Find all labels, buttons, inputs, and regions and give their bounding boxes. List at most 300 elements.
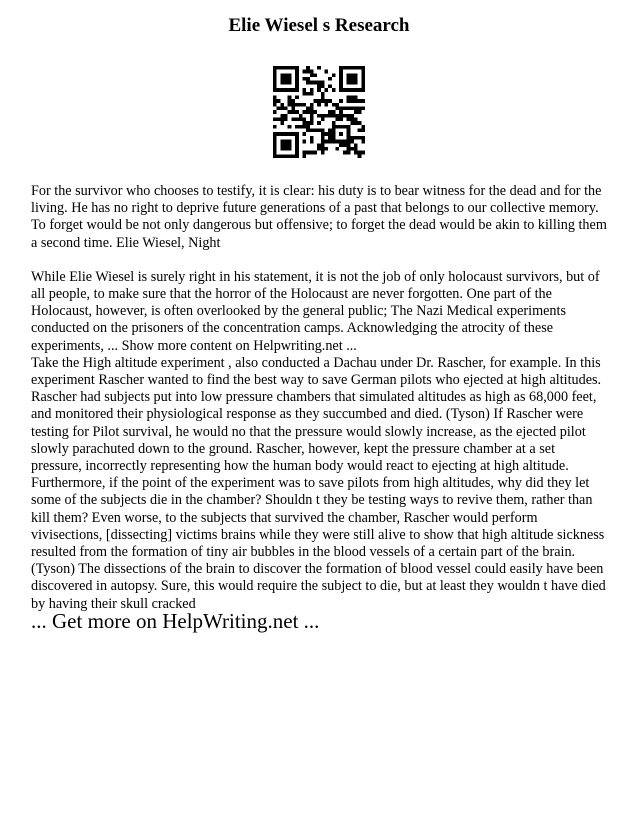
qr-module xyxy=(358,99,362,103)
qr-module xyxy=(273,154,277,158)
qr-module xyxy=(291,132,295,136)
qr-module xyxy=(284,143,288,147)
qr-module xyxy=(284,114,288,118)
qr-module xyxy=(317,81,321,85)
qr-module xyxy=(361,129,365,133)
qr-module xyxy=(284,77,288,81)
qr-module xyxy=(321,151,325,155)
qr-module xyxy=(361,66,365,70)
qr-module xyxy=(354,88,358,92)
qr-module xyxy=(325,132,329,136)
qr-module xyxy=(343,66,347,70)
qr-module xyxy=(273,143,277,147)
qr-module xyxy=(328,84,332,88)
qr-module xyxy=(361,151,365,155)
qr-module xyxy=(284,140,288,144)
qr-module xyxy=(339,143,343,147)
qr-module xyxy=(332,114,336,118)
qr-module xyxy=(354,73,358,77)
qr-module xyxy=(310,106,314,110)
qr-module xyxy=(325,114,329,118)
qr-module xyxy=(288,143,292,147)
qr-module xyxy=(299,114,303,118)
qr-module xyxy=(291,88,295,92)
qr-module xyxy=(306,66,310,70)
qr-module xyxy=(358,106,362,110)
qr-module xyxy=(302,77,306,81)
qr-module xyxy=(280,154,284,158)
qr-module xyxy=(321,99,325,103)
qr-module xyxy=(336,106,340,110)
qr-module xyxy=(277,88,281,92)
qr-module xyxy=(306,110,310,114)
qr-module xyxy=(339,70,343,74)
qr-module xyxy=(295,77,299,81)
qr-module xyxy=(295,143,299,147)
qr-module xyxy=(295,95,299,99)
qr-module xyxy=(295,132,299,136)
qr-module xyxy=(284,81,288,85)
qr-module xyxy=(350,73,354,77)
qr-module xyxy=(306,70,310,74)
qr-module xyxy=(332,129,336,133)
qr-module xyxy=(354,147,358,151)
qr-module xyxy=(354,136,358,140)
qr-module xyxy=(295,81,299,85)
qr-module xyxy=(321,132,325,136)
qr-module xyxy=(354,66,358,70)
get-more-link[interactable]: ... Get more on HelpWriting.net ... xyxy=(31,609,320,633)
qr-module xyxy=(306,121,310,125)
qr-module xyxy=(302,125,306,129)
qr-module xyxy=(273,125,277,129)
qr-module xyxy=(321,147,325,151)
qr-module xyxy=(280,121,284,125)
qr-module xyxy=(299,125,303,129)
qr-module xyxy=(347,143,351,147)
qr-module xyxy=(280,114,284,118)
qr-module xyxy=(291,66,295,70)
qr-module xyxy=(317,129,321,133)
qr-module xyxy=(284,88,288,92)
qr-module xyxy=(339,125,343,129)
qr-module xyxy=(339,132,343,136)
qr-module xyxy=(339,118,343,122)
qr-module xyxy=(343,151,347,155)
qr-module xyxy=(339,110,343,114)
qr-module xyxy=(291,106,295,110)
qr-module xyxy=(317,147,321,151)
qr-module xyxy=(302,151,306,155)
qr-module xyxy=(347,66,351,70)
paragraph-quote: For the survivor who chooses to testify, it is clear: his duty is to bear witness for the dead and for the living. He has no right to deprive future generations of a past that belongs to our collective memory. To forget would be not only dangerous but offensive; to forget the dead would be akin to killing them a second time. Elie Wiesel, Night xyxy=(31,183,607,251)
qr-module xyxy=(354,121,358,125)
qr-module xyxy=(284,73,288,77)
qr-module xyxy=(361,140,365,144)
qr-module xyxy=(295,84,299,88)
qr-module xyxy=(288,88,292,92)
qr-module xyxy=(325,99,329,103)
qr-module xyxy=(273,132,277,136)
qr-module xyxy=(336,118,340,122)
qr-module xyxy=(280,118,284,122)
qr-module xyxy=(354,143,358,147)
qr-module xyxy=(284,132,288,136)
qr-module xyxy=(295,110,299,114)
qr-module xyxy=(310,136,314,140)
qr-module xyxy=(332,121,336,125)
qr-module xyxy=(273,110,277,114)
qr-code-graphic xyxy=(273,66,365,158)
qr-module xyxy=(288,66,292,70)
qr-module xyxy=(325,147,329,151)
qr-module xyxy=(350,147,354,151)
qr-module xyxy=(336,140,340,144)
qr-module xyxy=(277,154,281,158)
qr-module xyxy=(343,125,347,129)
qr-module xyxy=(295,125,299,129)
qr-module xyxy=(336,114,340,118)
qr-module xyxy=(358,121,362,125)
qr-module xyxy=(306,77,310,81)
qr-module xyxy=(361,99,365,103)
qr-module xyxy=(361,77,365,81)
qr-module xyxy=(313,129,317,133)
qr-module xyxy=(347,136,351,140)
qr-module xyxy=(313,81,317,85)
qr-module xyxy=(354,99,358,103)
qr-module xyxy=(354,151,358,155)
qr-module xyxy=(347,151,351,155)
qr-module xyxy=(273,99,277,103)
qr-module xyxy=(347,129,351,133)
qr-module xyxy=(358,66,362,70)
qr-module xyxy=(288,132,292,136)
qr-module xyxy=(347,147,351,151)
qr-module xyxy=(295,70,299,74)
qr-module xyxy=(284,106,288,110)
qr-module xyxy=(288,140,292,144)
qr-module xyxy=(310,151,314,155)
qr-module xyxy=(313,73,317,77)
qr-module xyxy=(273,70,277,74)
qr-module xyxy=(280,143,284,147)
qr-module xyxy=(306,106,310,110)
qr-module xyxy=(321,140,325,144)
qr-module xyxy=(361,84,365,88)
qr-module xyxy=(280,147,284,151)
qr-module xyxy=(291,118,295,122)
qr-module xyxy=(273,118,277,122)
qr-module xyxy=(354,81,358,85)
qr-module xyxy=(302,110,306,114)
qr-module xyxy=(310,103,314,107)
qr-module xyxy=(291,154,295,158)
qr-module xyxy=(321,81,325,85)
qr-module xyxy=(273,81,277,85)
qr-module xyxy=(328,140,332,144)
qr-module xyxy=(321,95,325,99)
qr-module xyxy=(328,136,332,140)
qr-module xyxy=(339,140,343,144)
qr-module xyxy=(295,147,299,151)
qr-module xyxy=(339,81,343,85)
qr-module xyxy=(354,77,358,81)
qr-module xyxy=(299,118,303,122)
qr-module xyxy=(336,147,340,151)
qr-module xyxy=(313,110,317,114)
qr-module xyxy=(332,136,336,140)
qr-module xyxy=(347,73,351,77)
qr-module xyxy=(277,118,281,122)
qr-module xyxy=(350,81,354,85)
qr-module xyxy=(302,140,306,144)
qr-module xyxy=(310,110,314,114)
qr-module xyxy=(302,103,306,107)
qr-module xyxy=(343,143,347,147)
qr-module xyxy=(336,125,340,129)
qr-module xyxy=(306,151,310,155)
qr-module xyxy=(280,66,284,70)
qr-module xyxy=(310,92,314,96)
qr-module xyxy=(358,151,362,155)
qr-module xyxy=(310,81,314,85)
qr-module xyxy=(302,70,306,74)
qr-module xyxy=(317,121,321,125)
qr-module xyxy=(332,73,336,77)
qr-module xyxy=(350,118,354,122)
qr-module xyxy=(347,77,351,81)
qr-module xyxy=(295,88,299,92)
qr-module xyxy=(284,118,288,122)
qr-module xyxy=(347,125,351,129)
qr-module xyxy=(328,99,332,103)
qr-module xyxy=(310,70,314,74)
qr-module xyxy=(328,129,332,133)
qr-module xyxy=(277,132,281,136)
qr-module xyxy=(361,70,365,74)
qr-module xyxy=(361,106,365,110)
qr-module xyxy=(343,114,347,118)
qr-module xyxy=(302,88,306,92)
qr-module xyxy=(358,154,362,158)
qr-module xyxy=(280,81,284,85)
qr-module xyxy=(291,110,295,114)
qr-module xyxy=(343,140,347,144)
qr-module xyxy=(310,88,314,92)
qr-module xyxy=(354,106,358,110)
qr-module xyxy=(321,118,325,122)
qr-module xyxy=(310,121,314,125)
qr-module xyxy=(358,110,362,114)
qr-module xyxy=(280,106,284,110)
qr-module xyxy=(288,147,292,151)
qr-module xyxy=(317,143,321,147)
qr-module xyxy=(325,70,329,74)
qr-module xyxy=(328,132,332,136)
qr-module xyxy=(350,106,354,110)
qr-module xyxy=(328,77,332,81)
qr-module xyxy=(280,132,284,136)
qr-module xyxy=(332,103,336,107)
qr-module xyxy=(339,88,343,92)
document-title: Elie Wiesel s Research xyxy=(228,15,410,36)
qr-module xyxy=(350,77,354,81)
qr-module xyxy=(288,154,292,158)
qr-module xyxy=(336,103,340,107)
qr-module xyxy=(339,66,343,70)
qr-module xyxy=(321,136,325,140)
qr-module xyxy=(361,136,365,140)
qr-module xyxy=(288,77,292,81)
qr-module xyxy=(347,114,351,118)
qr-module xyxy=(325,88,329,92)
qr-module xyxy=(273,151,277,155)
qr-module xyxy=(347,88,351,92)
qr-module xyxy=(339,106,343,110)
qr-module xyxy=(295,118,299,122)
qr-module xyxy=(347,106,351,110)
qr-module xyxy=(273,140,277,144)
qr-module xyxy=(347,99,351,103)
qr-module xyxy=(358,88,362,92)
document-body xyxy=(31,183,609,613)
qr-module xyxy=(280,140,284,144)
qr-module xyxy=(339,99,343,103)
qr-module xyxy=(284,66,288,70)
qr-module xyxy=(288,81,292,85)
qr-module xyxy=(317,103,321,107)
qr-module xyxy=(321,129,325,133)
qr-module xyxy=(354,118,358,122)
qr-module xyxy=(273,103,277,107)
qr-module xyxy=(288,73,292,77)
qr-module xyxy=(291,103,295,107)
qr-module xyxy=(339,114,343,118)
qr-module xyxy=(354,110,358,114)
paragraph-intro: While Elie Wiesel is surely right in his statement, it is not the job of only holocaust survivors, but of all people, to make sure that the horror of the Holocaust are never forgotten. One part of the Holocaust, however, is often overlooked by the general public; The Nazi Medical experiments conducted on the prisoners of the concentration camps. Acknowledging the atrocity of these experiments, ... Show more content on Helpwriting.net ... xyxy=(31,268,600,354)
qr-module xyxy=(284,147,288,151)
qr-module xyxy=(306,125,310,129)
qr-module xyxy=(343,88,347,92)
qr-module xyxy=(350,88,354,92)
qr-module xyxy=(310,129,314,133)
qr-module xyxy=(350,99,354,103)
qr-module xyxy=(339,77,343,81)
qr-module xyxy=(354,95,358,99)
qr-module xyxy=(347,132,351,136)
qr-module xyxy=(321,92,325,96)
qr-module xyxy=(284,154,288,158)
qr-module xyxy=(306,81,310,85)
qr-module xyxy=(310,140,314,144)
qr-module xyxy=(332,140,336,144)
qr-module xyxy=(273,147,277,151)
qr-module xyxy=(310,118,314,122)
qr-module xyxy=(306,92,310,96)
qr-module xyxy=(302,92,306,96)
qr-module xyxy=(302,121,306,125)
qr-module xyxy=(350,114,354,118)
qr-module xyxy=(273,88,277,92)
qr-module xyxy=(361,125,365,129)
qr-module xyxy=(321,143,325,147)
qr-module xyxy=(332,88,336,92)
qr-module xyxy=(280,77,284,81)
qr-module xyxy=(350,95,354,99)
qr-module xyxy=(295,151,299,155)
qr-module xyxy=(347,81,351,85)
qr-module xyxy=(339,73,343,77)
qr-module xyxy=(306,129,310,133)
qr-module xyxy=(313,99,317,103)
qr-module xyxy=(277,66,281,70)
qr-module xyxy=(295,73,299,77)
qr-module xyxy=(350,66,354,70)
qr-module xyxy=(350,121,354,125)
qr-module xyxy=(339,84,343,88)
qr-module xyxy=(302,118,306,122)
qr-module xyxy=(347,95,351,99)
qr-module xyxy=(332,125,336,129)
qr-module xyxy=(361,73,365,77)
paragraph-experiment: Take the High altitude experiment , also conducted a Dachau under Dr. Rascher, for example. In this experiment Rascher wanted to find the best way to save German pilots who ejected at high altitudes. Rascher had subjects put into low pressure chambers that simulated altitudes as high as 68,000 feet, and monitored their physiological response as they succumbed and died. (Tyson) If Rascher were testing for Pilot survival, he would no that the pressure would slowly increase, as the ejected pilot slowly parachuted down to the ground. Rascher, however, kept the pressure chamber at a set pressure, incorrectly representing how the human body would react to ejecting at high altitude. Furthermore, if the point of the experiment was to save pilots from high altitudes, why did they let some of the subjects die in the chamber? Shouldn t they be testing ways to revive them, rather than kill them? Even worse, to the subjects that survived the chamber, Rascher would perform vivisections, [dissecting] victims brains while they were still alive to show that high altitude sickness resulted from the formation of tiny air bubbles in the blood vessels of a certain part of the brain. (Tyson) The dissections of the brain to discover the formation of blood vessel could easily have been discovered in autopsy. Sure, this would require the subject to die, but at least they wouldn t have died by having their skull cracked xyxy=(31,354,606,612)
qr-module xyxy=(273,77,277,81)
qr-module xyxy=(358,129,362,133)
qr-module xyxy=(350,140,354,144)
qr-module xyxy=(317,66,321,70)
qr-module xyxy=(328,114,332,118)
qr-module xyxy=(291,99,295,103)
qr-module xyxy=(288,125,292,129)
qr-module xyxy=(295,136,299,140)
qr-module xyxy=(317,99,321,103)
qr-module xyxy=(343,106,347,110)
qr-module xyxy=(302,154,306,158)
qr-module xyxy=(347,118,351,122)
qr-module xyxy=(280,73,284,77)
qr-module xyxy=(361,88,365,92)
qr-module xyxy=(273,66,277,70)
qr-module xyxy=(273,136,277,140)
qr-module xyxy=(317,84,321,88)
qr-module xyxy=(277,106,281,110)
qr-module xyxy=(325,140,329,144)
qr-module xyxy=(295,103,299,107)
qr-module xyxy=(310,73,314,77)
qr-module xyxy=(347,140,351,144)
qr-module xyxy=(277,99,281,103)
qr-module xyxy=(361,81,365,85)
qr-module xyxy=(332,132,336,136)
qr-module xyxy=(313,151,317,155)
qr-module xyxy=(325,103,329,107)
qr-module xyxy=(299,103,303,107)
qr-module xyxy=(332,110,336,114)
qr-module xyxy=(317,114,321,118)
qr-module xyxy=(302,132,306,136)
qr-module xyxy=(280,103,284,107)
qr-module xyxy=(288,103,292,107)
qr-module xyxy=(310,114,314,118)
qr-module xyxy=(273,73,277,77)
qr-module xyxy=(317,88,321,92)
qr-module xyxy=(288,95,292,99)
qr-module xyxy=(273,95,277,99)
qr-module xyxy=(328,110,332,114)
qr-module xyxy=(280,88,284,92)
qr-module xyxy=(295,66,299,70)
